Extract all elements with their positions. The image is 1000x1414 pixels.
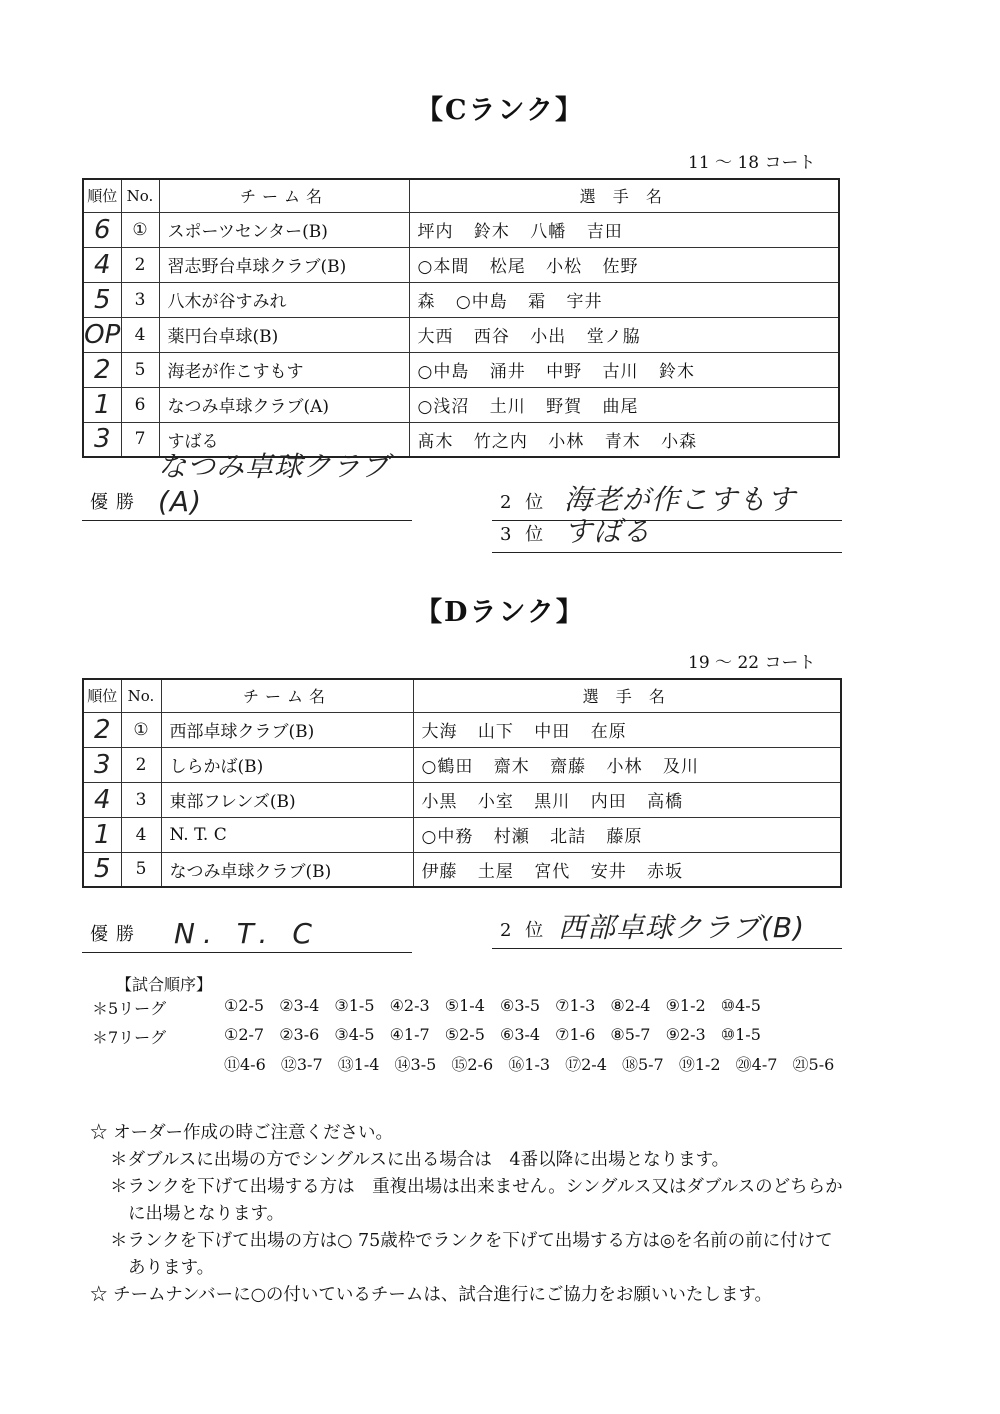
team-cell: 薬円台卓球(B): [159, 317, 409, 352]
no-cell: 6: [121, 387, 159, 422]
table-row: [83, 282, 839, 317]
note-line-3: ＊ランクを下げて出場する方は 重複出場は出来ません。シングルス又はダブルスのどちらか: [110, 1177, 843, 1197]
d-rank-title: 【Dランク】: [415, 597, 585, 628]
team-cell: なつみ卓球クラブ(B): [161, 852, 413, 887]
header-rank: 順位: [83, 679, 121, 712]
players-cell: 伊藤 土屋 宮代 安井 赤坂: [413, 852, 841, 887]
c-rank-title: 【Cランク】: [416, 95, 584, 126]
rank-cell: 2: [83, 352, 121, 387]
c-third-handwritten: すばる: [564, 515, 652, 548]
players-cell: 坪内 鈴木 八幡 吉田: [409, 212, 839, 247]
rank-cell: 5: [83, 282, 121, 317]
rank-cell: 2: [83, 712, 121, 747]
no-cell: 3: [121, 282, 159, 317]
league7-sequence-1: ①2-7 ②3-6 ③4-5 ④1-7 ⑤2-5 ⑥3-4 ⑦1-6 ⑧5-7 ⑨2-3 ⑩1-5: [224, 1025, 761, 1044]
team-cell: すばる: [159, 422, 409, 457]
no-cell: ①: [121, 212, 159, 247]
team-cell: 東部フレンズ(B): [161, 782, 413, 817]
rank-cell: OP: [83, 317, 121, 352]
players-cell: 大西 西谷 小出 堂ノ脇: [409, 317, 839, 352]
d-second-handwritten: 西部卓球クラブ(B): [558, 911, 806, 944]
table-header-row: [83, 679, 841, 712]
table-row: [83, 352, 839, 387]
table-row: [83, 387, 839, 422]
header-players: 選 手 名: [409, 179, 839, 212]
c-third-line: [492, 516, 842, 553]
league7-sequence-2: ⑪4-6 ⑫3-7 ⑬1-4 ⑭3-5 ⑮2-6 ⑯1-3 ⑰2-4 ⑱5-7 ⑲1-2 ⑳4-7 ㉑5-6: [224, 1055, 835, 1074]
players-cell: 森 ○中島 霜 宇井: [409, 282, 839, 317]
table-row: [83, 247, 839, 282]
table-row: [83, 747, 841, 782]
rank-cell: 3: [83, 422, 121, 457]
no-cell: 5: [121, 852, 161, 887]
note-line-2: ＊ダブルスに出場の方でシングルスに出る場合は 4番以降に出場となります。: [110, 1150, 730, 1170]
table-row: [83, 852, 841, 887]
third-label: 3 位: [500, 524, 548, 545]
rank-cell: 4: [83, 782, 121, 817]
no-cell: 2: [121, 747, 161, 782]
league7-label: ＊7リーグ: [92, 1028, 167, 1047]
header-no: No.: [121, 679, 161, 712]
header-no: No.: [121, 179, 159, 212]
league5-label: ＊5リーグ: [92, 999, 167, 1018]
header-rank: 順位: [83, 179, 121, 212]
players-cell: ○鶴田 齋木 齋藤 小林 及川: [413, 747, 841, 782]
match-order-title: 【試合順序】: [116, 975, 213, 994]
no-cell: ①: [121, 712, 161, 747]
players-cell: ○中島 涌井 中野 古川 鈴木: [409, 352, 839, 387]
c-winner-line: [82, 450, 412, 521]
header-players: 選 手 名: [413, 679, 841, 712]
note-line-7: ☆ チームナンバーに○の付いているチームは、試合進行にご協力をお願いいたします。: [90, 1285, 772, 1305]
table-row: [83, 212, 839, 247]
rank-cell: 1: [83, 817, 121, 852]
team-cell: 西部卓球クラブ(B): [161, 712, 413, 747]
rank-cell: 5: [83, 852, 121, 887]
team-cell: しらかば(B): [161, 747, 413, 782]
team-cell: スポーツセンター(B): [159, 212, 409, 247]
d-winner-line: [82, 912, 412, 953]
players-cell: 大海 山下 中田 在原: [413, 712, 841, 747]
table-row: [83, 817, 841, 852]
c-winner-handwritten: なつみ卓球クラブ(A): [158, 450, 391, 518]
c-rank-courts: 11 ～ 18 コート: [688, 153, 816, 173]
d-second-line: [492, 908, 842, 949]
team-cell: 海老が作こすもす: [159, 352, 409, 387]
no-cell: 4: [121, 317, 159, 352]
players-cell: ○浅沼 土川 野賀 曲尾: [409, 387, 839, 422]
table-row: [83, 712, 841, 747]
note-line-1: ☆ オーダー作成の時ご注意ください。: [90, 1123, 394, 1143]
rank-cell: 1: [83, 387, 121, 422]
players-cell: 髙木 竹之内 小林 青木 小森: [409, 422, 839, 457]
c-second-line: [492, 480, 842, 521]
note-line-6: あります。: [128, 1258, 215, 1278]
c-second-handwritten: 海老が作こすもす: [564, 483, 797, 516]
match-order: [92, 972, 892, 1082]
rank-cell: 4: [83, 247, 121, 282]
notes: [90, 1120, 843, 1309]
rank-cell: 6: [83, 212, 121, 247]
players-cell: ○中務 村瀬 北詰 藤原: [413, 817, 841, 852]
no-cell: 3: [121, 782, 161, 817]
d-winner-handwritten: N. T. C: [174, 917, 320, 950]
second-label: 2 位: [500, 492, 548, 513]
table-row: [83, 782, 841, 817]
no-cell: 7: [121, 422, 159, 457]
header-team: チーム名: [161, 679, 413, 712]
team-cell: 習志野台卓球クラブ(B): [159, 247, 409, 282]
d-rank-courts: 19 ～ 22 コート: [688, 653, 816, 673]
winner-label: 優勝: [90, 924, 142, 945]
second-label: 2 位: [500, 920, 548, 941]
players-cell: ○本間 松尾 小松 佐野: [409, 247, 839, 282]
league5-sequence: ①2-5 ②3-4 ③1-5 ④2-3 ⑤1-4 ⑥3-5 ⑦1-3 ⑧2-4 ⑨1-2 ⑩4-5: [224, 996, 761, 1015]
no-cell: 2: [121, 247, 159, 282]
note-line-4: に出場となります。: [128, 1204, 285, 1224]
header-team: チーム名: [159, 179, 409, 212]
players-cell: 小黒 小室 黒川 内田 高橋: [413, 782, 841, 817]
winner-label: 優勝: [90, 492, 142, 513]
no-cell: 5: [121, 352, 159, 387]
rank-cell: 3: [83, 747, 121, 782]
d-rank-table: [82, 678, 842, 888]
table-row: [83, 317, 839, 352]
team-cell: 八木が谷すみれ: [159, 282, 409, 317]
team-cell: なつみ卓球クラブ(A): [159, 387, 409, 422]
c-rank-table: [82, 178, 840, 458]
no-cell: 4: [121, 817, 161, 852]
note-line-5: ＊ランクを下げて出場の方は○ 75歳枠でランクを下げて出場する方は◎を名前の前に付けて: [110, 1231, 833, 1251]
table-header-row: [83, 179, 839, 212]
team-cell: N. T. C: [161, 817, 413, 852]
